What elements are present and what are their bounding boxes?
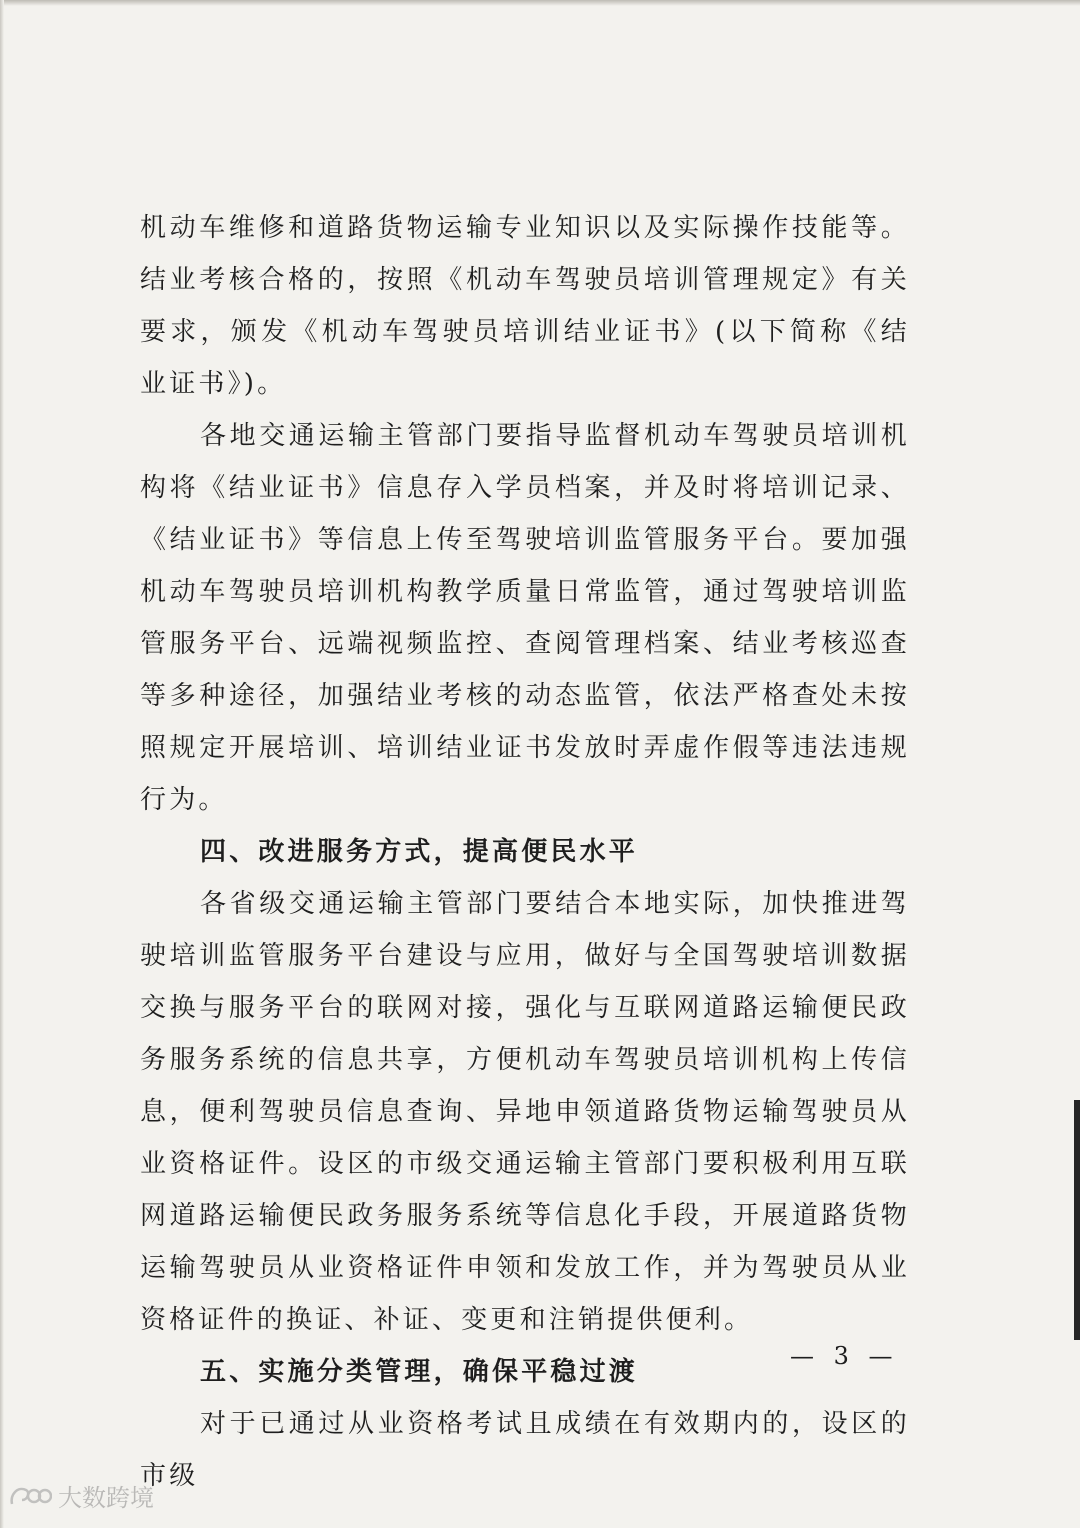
paragraph-3: 各省级交通运输主管部门要结合本地实际，加快推进驾驶培训监管服务平台建设与应用，做好与全国驾驶培训数据交换与服务平台的联网对接，强化与互联网道路运输便民政务服务系统的信息共享，方便机动车驾驶员培训机构上传信息，便利驾驶员信息查询、异地申领道路货物运输驾驶员从业资格证件。设区的市级交通运输主管部门要积极利用互联网道路运输便民政务服务系统等信息化手段，开展道路货物运输驾驶员从业资格证件申领和发放工作，并为驾驶员从业资格证件的换证、补证、变更和注销提供便利。	[140, 889, 910, 1335]
watermark-text: 大数跨境	[58, 1484, 154, 1512]
section-heading-4: 四、改进服务方式，提高便民水平	[200, 837, 639, 867]
scan-edge-top	[0, 0, 1080, 6]
paragraph-1: 机动车维修和道路货物运输专业知识以及实际操作技能等。结业考核合格的，按照《机动车驾驶员培训管理规定》有关要求，颁发《机动车驾驶员培训结业证书》(以下简称《结业证书》)。	[140, 213, 910, 399]
section-heading-5: 五、实施分类管理，确保平稳过渡	[200, 1357, 639, 1387]
page-number: — 3 —	[790, 1342, 899, 1370]
paragraph-4: 对于已通过从业资格考试且成绩在有效期内的，设区的市级	[140, 1409, 910, 1491]
paragraph-2: 各地交通运输主管部门要指导监督机动车驾驶员培训机构将《结业证书》信息存入学员档案，并及时将培训记录、《结业证书》等信息上传至驾驶培训监管服务平台。要加强机动车驾驶员培训机构教学质量日常监管，通过驾驶培训监管服务平台、远端视频监控、查阅管理档案、结业考核巡查等多种途径，加强结业考核的动态监管，依法严格查处未按照规定开展培训、培训结业证书发放时弄虚作假等违法违规行为。	[140, 421, 910, 815]
watermark	[8, 1478, 154, 1513]
scan-edge-right	[1074, 1100, 1080, 1340]
brand-logo-icon	[8, 1482, 52, 1510]
document-body	[140, 202, 910, 1502]
scan-edge-left	[0, 0, 4, 1528]
